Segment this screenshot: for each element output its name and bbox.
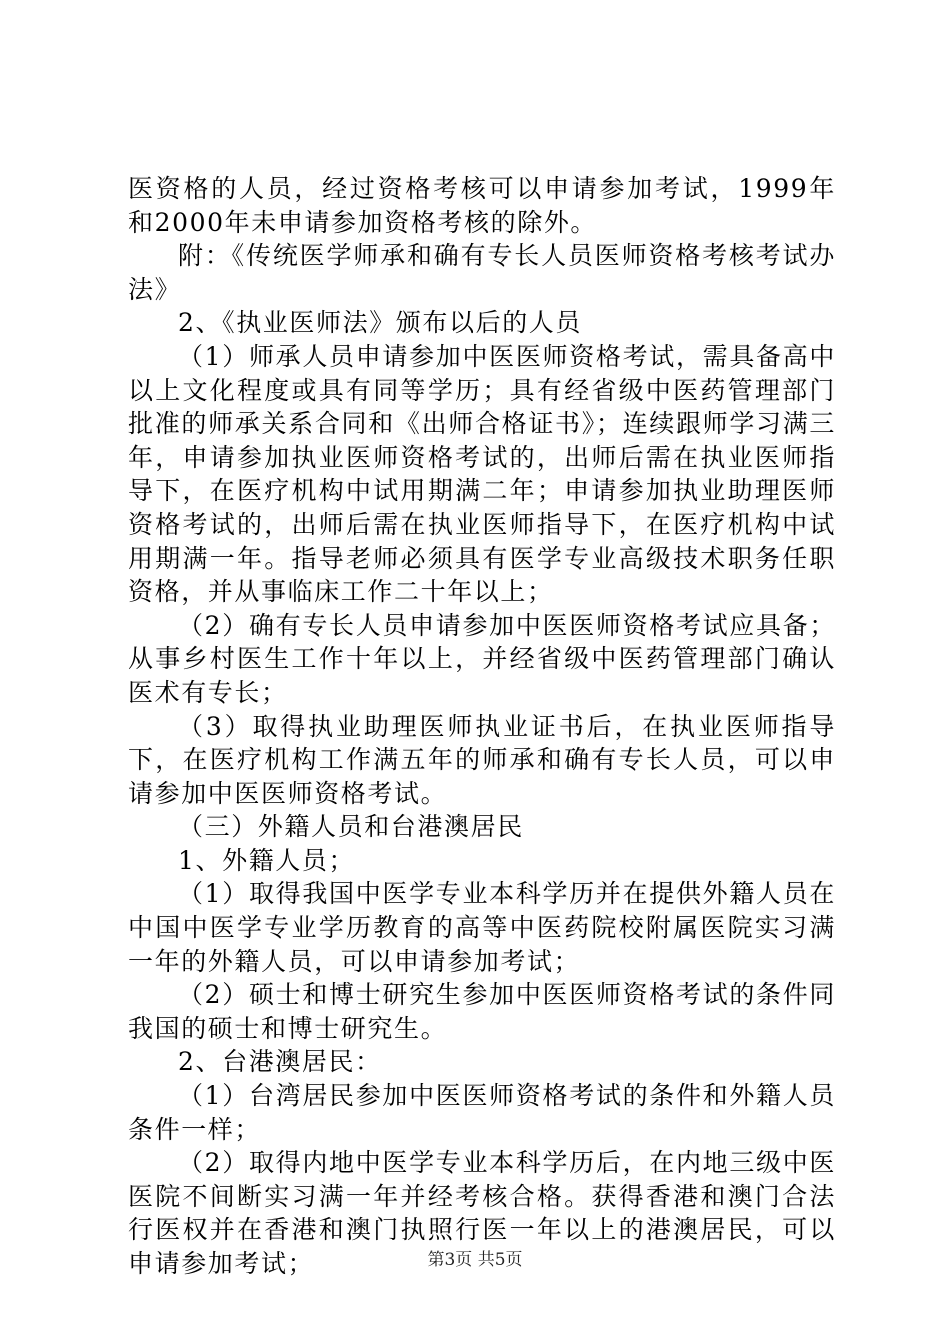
- paragraph-heading-2: 2、《执业医师法》颁布以后的人员: [178, 308, 583, 338]
- paragraph-heading-foreign: 1、外籍人员；: [178, 845, 356, 875]
- paragraph-foreign-item-1: （1）取得我国中医学专业本科学历并在提供外籍人员在中国中医学专业学历教育的高等中医药院校附属医院实习满一年的外籍人员，可以申请参加考试；: [128, 879, 836, 976]
- paragraph-item-2: （2）确有专长人员申请参加中医医师资格考试应具备；从事乡村医生工作十年以上，并经省级中医药管理部门确认医术有专长；: [128, 610, 836, 707]
- paragraph-item-1: （1）师承人员申请参加中医医师资格考试，需具备高中以上文化程度或具有同等学历；具有经省级中医药管理部门批准的师承关系合同和《出师合格证书》；连续跟师学习满三年，申请参加执业医师资格考试的，出师后需在执业医师指导下，在医疗机构中试用期满二年；申请参加执业助理医师资格考试的，出师后需在执业医师指导下，在医疗机构中试用期满一年。指导老师必须具有医学专业高级技术职务任职资格，并从事临床工作二十年以上；: [128, 341, 836, 607]
- paragraph-heading-hk-macau-tw: 2、台港澳居民：: [178, 1047, 382, 1077]
- paragraph-item-3: （3）取得执业助理医师执业证书后，在执业医师指导下，在医疗机构工作满五年的师承和确有专长人员，可以申请参加中医医师资格考试。: [128, 711, 836, 808]
- paragraph-tw-item-1: （1）台湾居民参加中医医师资格考试的条件和外籍人员条件一样；: [128, 1081, 836, 1144]
- paragraph-section-3: （三）外籍人员和台港澳居民: [178, 812, 524, 842]
- paragraph-continuation: 医资格的人员，经过资格考核可以申请参加考试，1999年和2000年未申请参加资格考核的除外。: [128, 174, 836, 237]
- paragraph-foreign-item-2: （2）硕士和博士研究生参加中医医师资格考试的条件同我国的硕士和博士研究生。: [128, 980, 836, 1043]
- paragraph-attachment: 附：《传统医学师承和确有专长人员医师资格考核考试办法》: [128, 241, 836, 304]
- page-number-footer: 第3页 共5页: [427, 1250, 523, 1270]
- document-body: [128, 172, 836, 1281]
- paragraph-hk-item-2: （2）取得内地中医学专业本科学历后，在内地三级中医医院不间断实习满一年并经考核合格。获得香港和澳门合法行医权并在香港和澳门执照行医一年以上的港澳居民，可以申请参加考试；: [128, 1148, 836, 1278]
